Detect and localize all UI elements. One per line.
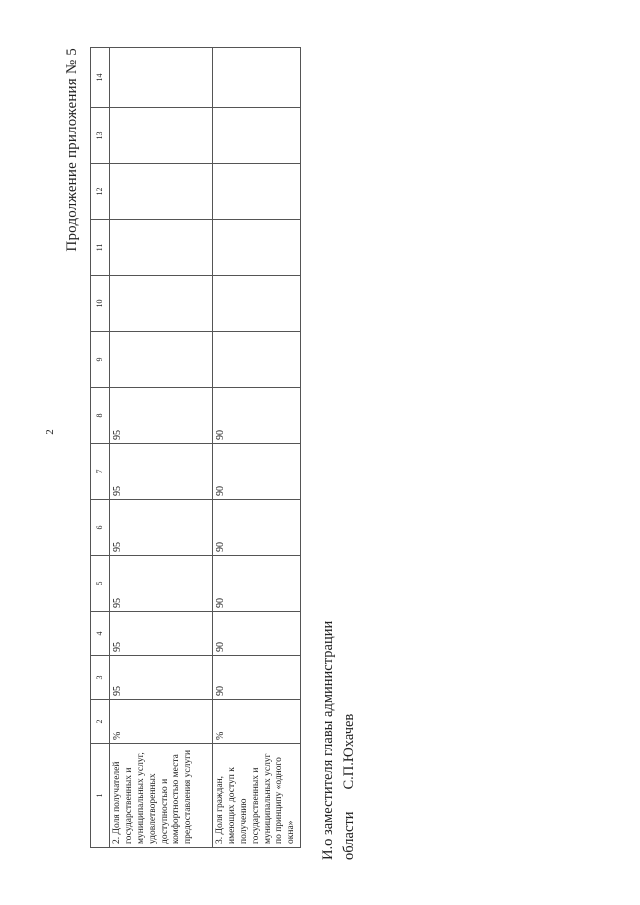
value-cell: 95 — [110, 500, 213, 556]
value-cell: 90 — [213, 444, 301, 500]
value-cell — [213, 220, 301, 276]
page-number: 2 — [44, 429, 56, 435]
appendix-heading: Продолжение приложения № 5 — [64, 48, 80, 252]
value-cell — [110, 164, 213, 220]
signature-title: И.о заместителя главы администрации — [320, 620, 336, 860]
column-header: 6 — [91, 500, 110, 556]
column-header: 8 — [91, 388, 110, 444]
column-header: 9 — [91, 332, 110, 388]
table-row — [110, 48, 213, 848]
rotated-content — [64, 48, 297, 848]
value-cell — [110, 108, 213, 164]
value-cell: 90 — [213, 656, 301, 700]
value-cell: 95 — [110, 556, 213, 612]
value-cell — [213, 332, 301, 388]
table-header-row — [91, 48, 110, 848]
column-header: 7 — [91, 444, 110, 500]
indicator-table — [90, 47, 301, 848]
value-cell — [213, 276, 301, 332]
unit-cell: % — [213, 700, 301, 744]
value-cell — [110, 276, 213, 332]
unit-cell: % — [110, 700, 213, 744]
value-cell — [213, 108, 301, 164]
value-cell — [110, 220, 213, 276]
value-cell: 95 — [110, 388, 213, 444]
value-cell — [110, 332, 213, 388]
value-cell: 90 — [213, 500, 301, 556]
signature-block — [318, 560, 378, 860]
column-header: 12 — [91, 164, 110, 220]
value-cell — [110, 48, 213, 108]
signature-line — [339, 560, 360, 860]
column-header: 2 — [91, 700, 110, 744]
indicator-name-cell: 2. Доля получателей государственных и муниципальных услуг, удовлетворенных доступностью и комфортностью места предоставления услуги — [110, 744, 213, 848]
indicator-name-cell: 3. Доля граждан, имеющих доступ к получению государственных и муниципальных услуг по принципу «одного окна» — [213, 744, 301, 848]
value-cell: 95 — [110, 612, 213, 656]
column-header: 10 — [91, 276, 110, 332]
column-header: 3 — [91, 656, 110, 700]
value-cell — [213, 164, 301, 220]
signatory-name: С.П.Юхачев — [341, 713, 358, 790]
value-cell: 90 — [213, 556, 301, 612]
signature-region: области — [341, 811, 358, 860]
column-header: 13 — [91, 108, 110, 164]
column-header: 11 — [91, 220, 110, 276]
value-cell: 95 — [110, 656, 213, 700]
value-cell: 90 — [213, 612, 301, 656]
column-header: 14 — [91, 48, 110, 108]
column-header: 1 — [91, 744, 110, 848]
value-cell: 90 — [213, 388, 301, 444]
value-cell — [213, 48, 301, 108]
value-cell: 95 — [110, 444, 213, 500]
column-header: 5 — [91, 556, 110, 612]
column-header: 4 — [91, 612, 110, 656]
table-row — [213, 48, 301, 848]
